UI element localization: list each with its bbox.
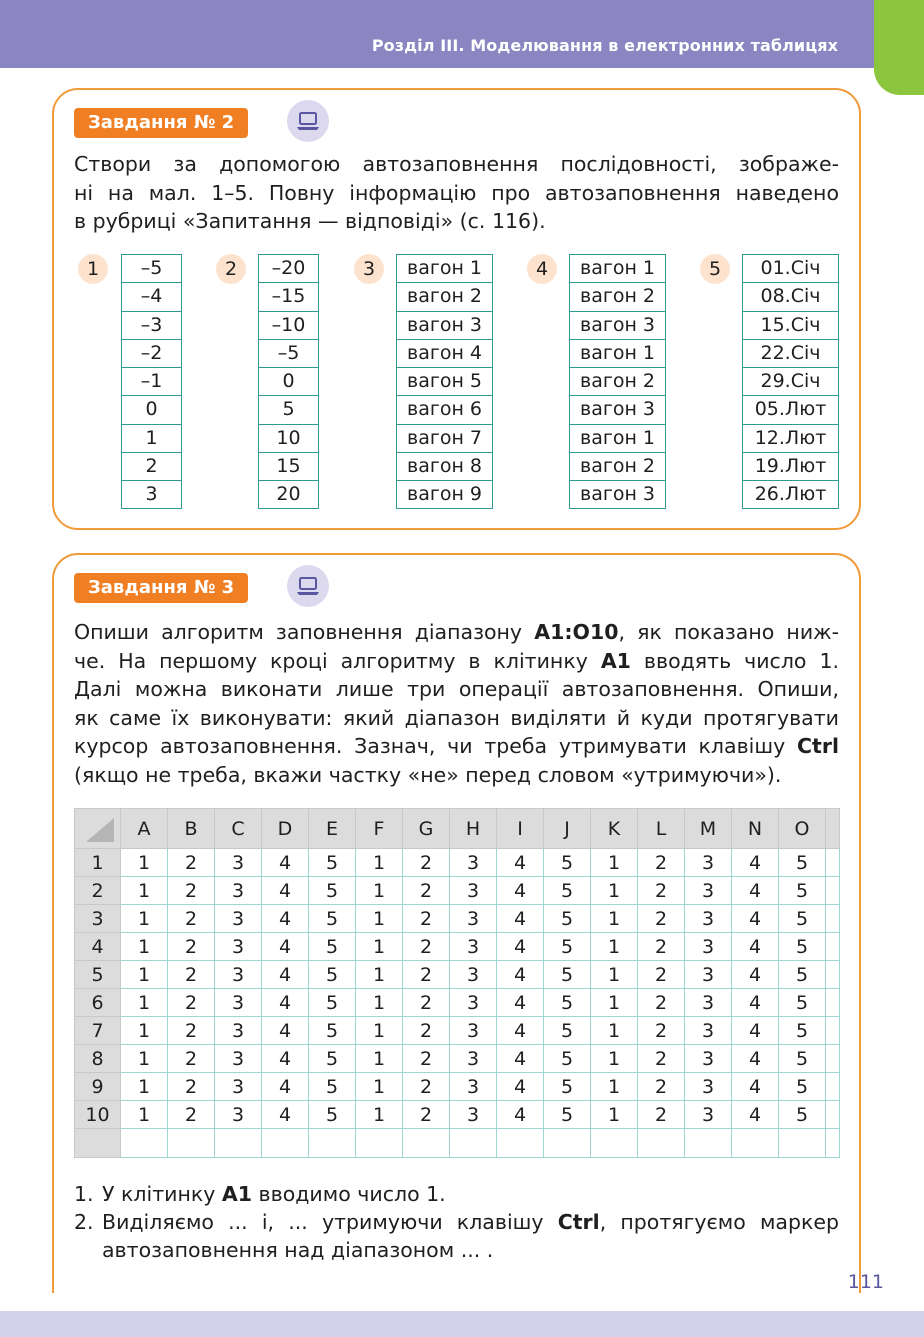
cell[interactable]: 5 (779, 933, 826, 961)
cell[interactable] (309, 1129, 356, 1158)
cell[interactable] (779, 1129, 826, 1158)
cell[interactable]: 3 (215, 961, 262, 989)
cell[interactable]: 5 (309, 1017, 356, 1045)
task-2-text (74, 150, 839, 236)
sequence-cell: 05.Лют (743, 395, 838, 423)
row-header[interactable]: 7 (75, 1017, 121, 1045)
sequence-cell: 15.Січ (743, 311, 838, 339)
cell[interactable]: 1 (591, 989, 638, 1017)
row-header[interactable]: 10 (75, 1101, 121, 1129)
cell[interactable] (732, 1129, 779, 1158)
sequence-cell: вагон 1 (570, 424, 665, 452)
sequence-cell: 0 (259, 367, 318, 395)
sequence-cell: –3 (122, 311, 181, 339)
cell[interactable]: 2 (168, 1045, 215, 1073)
row-header[interactable]: 5 (75, 961, 121, 989)
cell[interactable]: 5 (544, 1101, 591, 1129)
cell[interactable]: 3 (215, 933, 262, 961)
cell[interactable]: 3 (685, 989, 732, 1017)
column-header[interactable]: L (638, 809, 685, 849)
cell[interactable]: 4 (732, 933, 779, 961)
cell[interactable]: 3 (450, 989, 497, 1017)
cell[interactable]: 5 (779, 1073, 826, 1101)
step-2: 2. Виділяємо ... і, ... утримуючи клавішу Ctrl, протягуємо маркер автозаповнення над діапазоном ... . (74, 1210, 839, 1262)
cell[interactable]: 1 (591, 1101, 638, 1129)
sequence-cell: 12.Лют (743, 424, 838, 452)
cell[interactable]: 2 (638, 1101, 685, 1129)
cell[interactable]: 4 (732, 1073, 779, 1101)
column-header[interactable]: N (732, 809, 779, 849)
cell[interactable]: 4 (732, 989, 779, 1017)
cell[interactable]: 3 (450, 905, 497, 933)
column-header[interactable]: J (544, 809, 591, 849)
cell[interactable] (591, 1129, 638, 1158)
cell[interactable]: 4 (497, 1045, 544, 1073)
cell[interactable]: 5 (779, 989, 826, 1017)
cell[interactable]: 5 (779, 1045, 826, 1073)
sequence-cell: вагон 4 (397, 339, 492, 367)
cell[interactable]: 2 (638, 989, 685, 1017)
cell[interactable]: 1 (591, 849, 638, 877)
cell[interactable] (215, 1129, 262, 1158)
cell[interactable]: 2 (168, 933, 215, 961)
cell[interactable] (826, 1073, 840, 1101)
cell[interactable]: 1 (591, 933, 638, 961)
cell[interactable]: 2 (638, 1017, 685, 1045)
cell[interactable]: 5 (779, 905, 826, 933)
sequence-cell: вагон 8 (397, 452, 492, 480)
cell[interactable]: 3 (450, 1101, 497, 1129)
sequence-cell: 2 (122, 452, 181, 480)
cell[interactable]: 3 (450, 849, 497, 877)
cell[interactable] (403, 1129, 450, 1158)
table-row (75, 1129, 840, 1158)
cell[interactable]: 3 (685, 877, 732, 905)
sequence-cell: 26.Лют (743, 480, 838, 508)
cell[interactable]: 1 (121, 905, 168, 933)
cell[interactable]: 5 (779, 1017, 826, 1045)
cell[interactable]: 5 (544, 1073, 591, 1101)
row-header[interactable]: 3 (75, 905, 121, 933)
sequence-cell: вагон 2 (570, 367, 665, 395)
sequence-cell: вагон 3 (570, 480, 665, 508)
cell[interactable]: 5 (309, 1101, 356, 1129)
sequence-cell: 1 (122, 424, 181, 452)
cell[interactable]: 5 (309, 877, 356, 905)
cell[interactable] (497, 1129, 544, 1158)
cell[interactable]: 3 (450, 933, 497, 961)
cell[interactable]: 4 (262, 905, 309, 933)
table-row (75, 905, 840, 933)
cell[interactable]: 5 (544, 933, 591, 961)
row-header[interactable]: 2 (75, 877, 121, 905)
cell[interactable]: 4 (262, 1101, 309, 1129)
cell[interactable]: 4 (262, 849, 309, 877)
cell[interactable]: 4 (732, 877, 779, 905)
cell[interactable]: 3 (685, 961, 732, 989)
cell[interactable]: 5 (309, 905, 356, 933)
task-2-line-3: в рубриці «Запитання — відповіді» (с. 116). (74, 209, 546, 233)
cell[interactable]: 1 (356, 961, 403, 989)
cell[interactable]: 2 (168, 877, 215, 905)
cell[interactable]: 1 (591, 1017, 638, 1045)
task-3-line-6: (якщо не треба, вкажи частку «не» перед словом «утримуючи»). (74, 762, 782, 787)
cell[interactable]: 5 (544, 1017, 591, 1045)
sequence-cell: 01.Січ (743, 254, 838, 282)
cell[interactable]: 2 (403, 989, 450, 1017)
cell[interactable]: 2 (638, 933, 685, 961)
cell[interactable]: 5 (544, 877, 591, 905)
cell[interactable]: 1 (591, 1045, 638, 1073)
cell[interactable]: 4 (732, 905, 779, 933)
cell[interactable]: 5 (309, 1073, 356, 1101)
sequence-cell: вагон 3 (570, 395, 665, 423)
cell[interactable]: 3 (450, 877, 497, 905)
sequence-cell: вагон 6 (397, 395, 492, 423)
chapter-tab (874, 0, 924, 95)
task-3-line-3: Далі можна виконати лише три операції автозаповнення. Опиши, (74, 677, 839, 701)
cell[interactable]: 1 (591, 961, 638, 989)
cell[interactable]: 4 (497, 1073, 544, 1101)
cell[interactable]: 1 (121, 1073, 168, 1101)
cell[interactable]: 5 (779, 961, 826, 989)
table-row (75, 1073, 840, 1101)
column-header[interactable]: M (685, 809, 732, 849)
cell[interactable]: 5 (309, 933, 356, 961)
cell[interactable]: 1 (121, 1017, 168, 1045)
cell[interactable]: 4 (732, 849, 779, 877)
cell[interactable]: 1 (121, 877, 168, 905)
cell[interactable] (450, 1129, 497, 1158)
cell[interactable]: 2 (638, 1073, 685, 1101)
sequence-cell: 15 (259, 452, 318, 480)
column-header[interactable]: F (356, 809, 403, 849)
cell[interactable]: 4 (262, 961, 309, 989)
column-header[interactable] (826, 809, 840, 849)
cell[interactable]: 2 (403, 1045, 450, 1073)
sequence-cell: 5 (259, 395, 318, 423)
cell[interactable]: 3 (685, 1073, 732, 1101)
cell[interactable]: 3 (450, 1073, 497, 1101)
sequence-cell: вагон 2 (570, 452, 665, 480)
cell[interactable]: 4 (262, 1073, 309, 1101)
cell[interactable]: 5 (779, 1101, 826, 1129)
select-all-corner[interactable] (75, 809, 121, 849)
sequence-cell: вагон 1 (570, 254, 665, 282)
cell[interactable]: 2 (403, 961, 450, 989)
table-row (75, 1101, 840, 1129)
cell[interactable]: 1 (356, 1045, 403, 1073)
page-number: 111 (847, 1271, 884, 1293)
task-3-line-5: курсор автозаповнення. Зазнач, чи треба утримувати клавішу Ctrl (74, 734, 839, 758)
cell[interactable]: 2 (168, 905, 215, 933)
column-header[interactable]: H (450, 809, 497, 849)
task-3-line-2: че. На першому кроці алгоритму в клітинку A1 вводять число 1. (74, 648, 840, 673)
cell[interactable] (826, 1017, 840, 1045)
cell[interactable]: 1 (356, 1073, 403, 1101)
sequence-cell: вагон 1 (397, 254, 492, 282)
cell[interactable]: 4 (497, 1101, 544, 1129)
cell[interactable]: 1 (121, 849, 168, 877)
cell[interactable]: 5 (309, 849, 356, 877)
sequence-cell: –15 (259, 282, 318, 310)
task-3-text (74, 618, 839, 789)
column-header[interactable]: I (497, 809, 544, 849)
cell[interactable]: 2 (638, 905, 685, 933)
laptop-icon (287, 565, 329, 607)
table-row (75, 1045, 840, 1073)
cell[interactable]: 4 (732, 1045, 779, 1073)
table-row (75, 933, 840, 961)
cell[interactable]: 1 (121, 1101, 168, 1129)
sequence-cell: –10 (259, 311, 318, 339)
sequence-column-5 (742, 254, 839, 509)
sequence-cell: –4 (122, 282, 181, 310)
cell[interactable] (826, 933, 840, 961)
cell[interactable]: 1 (591, 1073, 638, 1101)
laptop-icon (287, 100, 329, 142)
task-3-line-4: як саме їх виконувати: який діапазон виділяти й куди протягувати (74, 705, 839, 730)
cell[interactable]: 4 (497, 961, 544, 989)
table-row (75, 989, 840, 1017)
cell[interactable]: 2 (168, 1073, 215, 1101)
sequence-cell: 20 (259, 480, 318, 508)
cell[interactable] (121, 1129, 168, 1158)
table-row (75, 961, 840, 989)
table-row (75, 849, 840, 877)
sequence-cell: –5 (122, 254, 181, 282)
cell[interactable] (168, 1129, 215, 1158)
row-header[interactable]: 9 (75, 1073, 121, 1101)
task-3-badge: Завдання № 3 (74, 573, 248, 603)
cell[interactable]: 1 (121, 961, 168, 989)
sequence-cell: вагон 2 (570, 282, 665, 310)
cell[interactable]: 5 (779, 849, 826, 877)
figure-number-2: 2 (216, 254, 246, 284)
cell[interactable]: 1 (591, 905, 638, 933)
cell[interactable]: 3 (215, 1017, 262, 1045)
cell[interactable]: 3 (685, 933, 732, 961)
cell[interactable]: 4 (262, 989, 309, 1017)
cell[interactable] (826, 961, 840, 989)
cell[interactable] (826, 1101, 840, 1129)
cell[interactable] (826, 877, 840, 905)
figure-number-1: 1 (78, 254, 108, 284)
cell[interactable]: 3 (685, 1045, 732, 1073)
sequence-cell: 0 (122, 395, 181, 423)
cell[interactable]: 4 (262, 877, 309, 905)
cell[interactable]: 1 (356, 933, 403, 961)
column-header[interactable]: K (591, 809, 638, 849)
cell[interactable]: 1 (356, 877, 403, 905)
cell[interactable]: 5 (544, 989, 591, 1017)
sequence-cell: 10 (259, 424, 318, 452)
cell[interactable]: 5 (779, 877, 826, 905)
sequence-column-4 (569, 254, 666, 509)
cell[interactable]: 3 (685, 1017, 732, 1045)
cell[interactable]: 5 (309, 961, 356, 989)
cell[interactable]: 4 (262, 1045, 309, 1073)
row-header[interactable]: 6 (75, 989, 121, 1017)
row-header[interactable]: 1 (75, 849, 121, 877)
cell[interactable]: 5 (544, 905, 591, 933)
cell[interactable]: 3 (450, 1017, 497, 1045)
cell[interactable] (826, 989, 840, 1017)
cell[interactable]: 4 (497, 1017, 544, 1045)
sequence-cell: 29.Січ (743, 367, 838, 395)
sequence-cell: –1 (122, 367, 181, 395)
sequence-cell: –20 (259, 254, 318, 282)
sequence-cell: 08.Січ (743, 282, 838, 310)
cell[interactable]: 2 (403, 877, 450, 905)
cell[interactable] (544, 1129, 591, 1158)
column-header[interactable]: G (403, 809, 450, 849)
figure-number-4: 4 (527, 254, 557, 284)
cell[interactable]: 1 (356, 1101, 403, 1129)
sequence-cell: вагон 7 (397, 424, 492, 452)
column-header[interactable]: C (215, 809, 262, 849)
cell[interactable]: 4 (497, 849, 544, 877)
cell[interactable]: 2 (638, 877, 685, 905)
table-row (75, 1017, 840, 1045)
cell[interactable]: 3 (450, 1045, 497, 1073)
cell[interactable]: 1 (356, 1017, 403, 1045)
cell[interactable]: 3 (215, 989, 262, 1017)
cell[interactable]: 5 (309, 1045, 356, 1073)
cell[interactable]: 3 (215, 905, 262, 933)
cell[interactable]: 4 (732, 1101, 779, 1129)
sequence-cell: –5 (259, 339, 318, 367)
cell[interactable]: 1 (356, 905, 403, 933)
cell[interactable]: 3 (685, 1101, 732, 1129)
cell[interactable] (356, 1129, 403, 1158)
cell[interactable]: 2 (638, 961, 685, 989)
column-header[interactable]: B (168, 809, 215, 849)
cell[interactable]: 2 (168, 1101, 215, 1129)
cell[interactable]: 4 (497, 905, 544, 933)
task-3-line-1: Опиши алгоритм заповнення діапазону A1:O10, як показано ниж- (74, 620, 840, 644)
cell[interactable] (826, 905, 840, 933)
cell[interactable]: 5 (309, 989, 356, 1017)
cell[interactable]: 4 (497, 877, 544, 905)
cell[interactable]: 4 (732, 961, 779, 989)
cell[interactable]: 3 (215, 849, 262, 877)
cell[interactable]: 3 (215, 877, 262, 905)
column-header[interactable]: A (121, 809, 168, 849)
cell[interactable] (262, 1129, 309, 1158)
cell[interactable]: 2 (403, 1073, 450, 1101)
table-row (75, 877, 840, 905)
column-header[interactable]: E (309, 809, 356, 849)
steps-list (74, 1180, 839, 1264)
row-header[interactable] (75, 1129, 121, 1158)
sequence-cell: 3 (122, 480, 181, 508)
cell[interactable]: 5 (544, 961, 591, 989)
cell[interactable]: 2 (168, 989, 215, 1017)
cell[interactable]: 2 (403, 849, 450, 877)
cell[interactable]: 2 (638, 1045, 685, 1073)
column-header[interactable]: D (262, 809, 309, 849)
cell[interactable]: 3 (685, 849, 732, 877)
cell[interactable] (826, 849, 840, 877)
sequence-column-2 (258, 254, 319, 509)
cell[interactable]: 1 (356, 989, 403, 1017)
cell[interactable]: 3 (450, 961, 497, 989)
sequence-cell: 19.Лют (743, 452, 838, 480)
task-2-line-2: ні на мал. 1–5. Повну інформацію про автозаповнення наведено (74, 180, 839, 205)
cell[interactable]: 4 (497, 989, 544, 1017)
figure-number-3: 3 (354, 254, 384, 284)
cell[interactable]: 5 (544, 1045, 591, 1073)
sequence-cell: вагон 9 (397, 480, 492, 508)
cell[interactable] (685, 1129, 732, 1158)
sequence-cell: вагон 2 (397, 282, 492, 310)
cell[interactable]: 2 (403, 905, 450, 933)
cell[interactable]: 1 (356, 849, 403, 877)
cell[interactable]: 2 (403, 1017, 450, 1045)
sequence-cell: вагон 1 (570, 339, 665, 367)
cell[interactable]: 4 (262, 1017, 309, 1045)
cell[interactable] (826, 1129, 840, 1158)
cell[interactable]: 3 (215, 1045, 262, 1073)
section-title: Розділ ІІІ. Моделювання в електронних таблицях (371, 36, 838, 55)
sequence-cell: вагон 3 (397, 311, 492, 339)
cell[interactable]: 1 (591, 877, 638, 905)
cell[interactable]: 4 (262, 933, 309, 961)
sequence-column-1 (121, 254, 182, 509)
sequence-cell: вагон 3 (570, 311, 665, 339)
cell[interactable]: 4 (732, 1017, 779, 1045)
sequence-cell: 22.Січ (743, 339, 838, 367)
sequence-column-3 (396, 254, 493, 509)
cell[interactable]: 3 (215, 1073, 262, 1101)
row-header[interactable]: 8 (75, 1045, 121, 1073)
spreadsheet (74, 808, 840, 1158)
cell[interactable]: 1 (121, 933, 168, 961)
row-header[interactable]: 4 (75, 933, 121, 961)
task-2-line-1: Створи за допомогою автозаповнення послідовності, зображе- (74, 152, 839, 176)
cell[interactable]: 2 (168, 961, 215, 989)
cell[interactable]: 2 (403, 933, 450, 961)
cell[interactable]: 3 (685, 905, 732, 933)
cell[interactable]: 1 (121, 989, 168, 1017)
step-1: 1. У клітинку A1 вводимо число 1. (74, 1182, 446, 1206)
cell[interactable] (638, 1129, 685, 1158)
figure-number-5: 5 (700, 254, 730, 284)
sequence-cell: –2 (122, 339, 181, 367)
sequence-cell: вагон 5 (397, 367, 492, 395)
task-2-badge: Завдання № 2 (74, 108, 248, 138)
header-band (0, 0, 924, 68)
cell[interactable]: 3 (215, 1101, 262, 1129)
column-header[interactable]: O (779, 809, 826, 849)
cell[interactable]: 2 (403, 1101, 450, 1129)
cell[interactable]: 5 (544, 849, 591, 877)
cell[interactable] (826, 1045, 840, 1073)
cell[interactable]: 2 (168, 849, 215, 877)
cell[interactable]: 1 (121, 1045, 168, 1073)
cell[interactable]: 2 (168, 1017, 215, 1045)
footer-band (0, 1311, 924, 1337)
cell[interactable]: 2 (638, 849, 685, 877)
cell[interactable]: 4 (497, 933, 544, 961)
